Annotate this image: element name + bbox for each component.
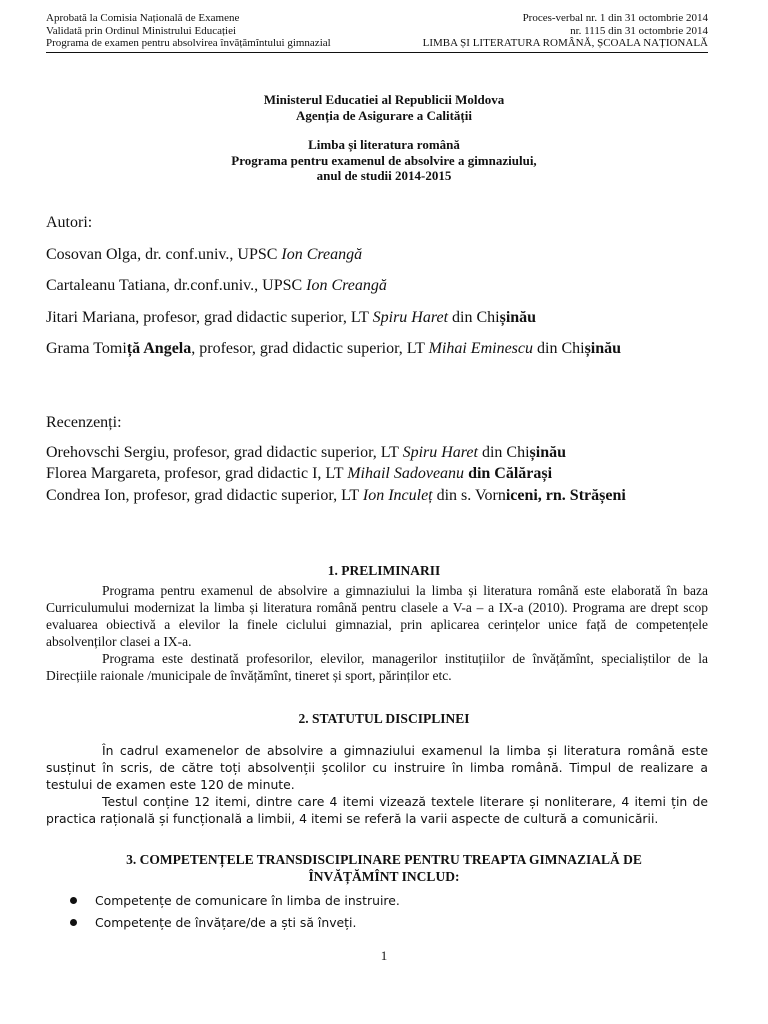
bullet-icon <box>70 919 77 926</box>
section-1-body <box>46 582 708 684</box>
section-1-title: 1. PRELIMINARII <box>327 563 441 578</box>
program-title: Programa pentru examenul de absolvire a gimnaziului, <box>231 152 537 168</box>
section-2-paragraph-1: În cadrul examenelor de absolvire a gimnaziului examenul la limba și literatura română este susținut în scris, de către toți absolvenții școlilor cu instruire în limba română. Timpul de realizare a testului de examen este 120 de minute. <box>46 743 708 792</box>
header-right-line-1: Proces-verbal nr. 1 din 31 octombrie 2014 <box>522 12 708 24</box>
page-number: 1 <box>380 948 388 963</box>
school-year: anul de studii 2014-2015 <box>316 168 452 183</box>
authors-list <box>46 207 621 365</box>
ministry-title: Ministerul Educatiei al Republicii Moldova <box>263 92 505 107</box>
section-2-body <box>46 742 708 827</box>
bullet-icon <box>70 897 77 904</box>
header-left-line-3: Programa de examen pentru absolvirea învățămîntului gimnazial <box>46 37 331 49</box>
section-3-title: 3. COMPETENȚELE TRANSDISCIPLINARE PENTRU TREAPTA GIMNAZIALĂ DE ÎNVĂȚĂMÎNT INCLUD: <box>126 852 642 884</box>
header-right-line-2: nr. 1115 din 31 octombrie 2014 <box>570 24 708 37</box>
section-2-title: 2. STATUTUL DISCIPLINEI <box>298 711 470 726</box>
header-left-line-2: Validată prin Ordinul Ministrului Educației <box>46 24 237 37</box>
reviewer-entry: Florea Margareta, profesor, grad didactic I, LT Mihail Sadoveanu din Călărași <box>46 465 553 482</box>
agency-title: Agenția de Asigurare a Calității <box>296 107 472 123</box>
header-left-line-1: Aprobată la Comisia Națională de Examene <box>46 12 240 24</box>
reviewers-list <box>46 412 626 506</box>
list-item: Competențe de învățare/de a ști să înveți. <box>46 911 400 933</box>
reviewers-heading: Recenzenți: <box>46 414 122 431</box>
title-block <box>46 92 722 184</box>
header-rule <box>46 52 708 53</box>
authors-heading: Autori: <box>46 214 93 231</box>
list-item: Competențe de comunicare în limba de instruire. <box>46 889 400 911</box>
section-1-paragraph-1: Programa pentru examenul de absolvire a gimnaziului la limba și literatura română este elaborată în baza Curriculumului modernizat la limba și literatura română pentru clasele a V-a – a IX-a (2010). Programa are drept scop evaluarea obiectivă a elevilor la finele ciclului gimnazial, prin aplicarea cerințelor unice față de competențele absolvenților clasei a IX-a. <box>46 583 708 649</box>
author-entry: Grama Tomiță Angela, profesor, grad didactic superior, LT Mihai Eminescu din Chișinău <box>46 340 622 357</box>
competences-list <box>46 889 400 933</box>
author-entry: Cartaleanu Tatiana, dr.conf.univ., UPSC Ion Creangă <box>46 277 387 294</box>
author-entry: Cosovan Olga, dr. conf.univ., UPSC Ion Creangă <box>46 245 363 263</box>
section-1-paragraph-2: Programa este destinată profesorilor, elevilor, managerilor instituțiilor de învățămînt, specialiștilor de la Direcțiile raionale /municipale de învățămînt, tineret și sport, părinților etc. <box>46 651 708 683</box>
reviewer-entry: Orehovschi Sergiu, profesor, grad didactic superior, LT Spiru Haret din Chișinău <box>46 443 566 461</box>
section-2-paragraph-2: Testul conține 12 itemi, dintre care 4 itemi vizează textele literare și nonliterare, 4 itemi țin de practica rațională și funcțională a limbii, 4 itemi se referă la varii aspecte de cultură a comunicării. <box>46 794 708 826</box>
page-header <box>46 12 708 50</box>
reviewer-entry: Condrea Ion, profesor, grad didactic superior, LT Ion Inculeț din s. Vorniceni, rn. Strășeni <box>46 486 626 504</box>
subject-title: Limba și literatura română <box>308 137 460 152</box>
header-right-line-3: LIMBA ȘI LITERATURA ROMÂNĂ, ȘCOALA NAȚIONALĂ <box>422 37 708 49</box>
author-entry: Jitari Mariana, profesor, grad didactic superior, LT Spiru Haret din Chișinău <box>46 308 537 326</box>
